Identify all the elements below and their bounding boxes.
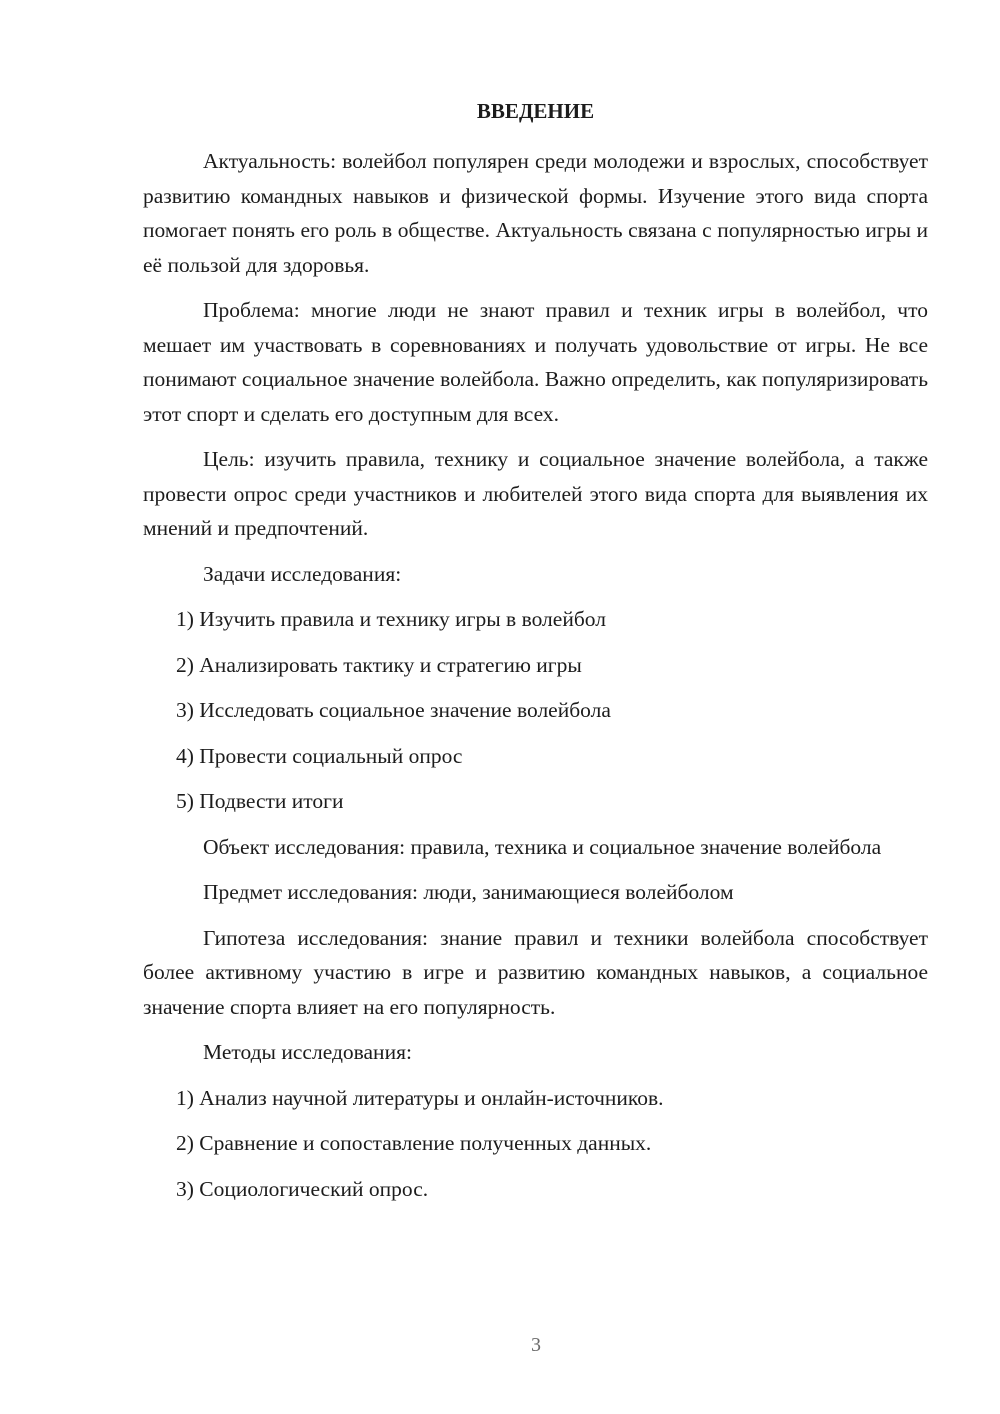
document-body	[143, 144, 928, 1217]
hypothesis-paragraph: Гипотеза исследования: знание правил и техники волейбола способствует более активному участию в игре и развитию командных навыков, а социальное значение спорта влияет на его популярность.	[143, 925, 928, 1019]
goal-paragraph: Цель: изучить правила, технику и социальное значение волейбола, а также провести опрос среди участников и любителей этого вида спорта для выявления их мнений и предпочтений.	[143, 447, 928, 540]
list-item: 1) Изучить правила и технику игры в волейбол	[176, 607, 606, 631]
list-item: 5) Подвести итоги	[176, 789, 344, 813]
tasks-heading: Задачи исследования:	[203, 561, 402, 586]
list-item: 4) Провести социальный опрос	[176, 743, 463, 768]
relevance-paragraph: Актуальность: волейбол популярен среди молодежи и взрослых, способствует развитию командных навыков и физической формы. Изучение этого вида спорта помогает понять его роль в обществе. Актуальность связана с популярностью игры и её пользой для здоровья.	[143, 149, 928, 277]
list-item: 3) Исследовать социальное значение волейбола	[176, 698, 611, 722]
problem-paragraph: Проблема: многие люди не знают правил и техник игры в волейбол, что мешает им участвовать в соревнованиях и получать удовольствие от игры. Не все понимают социальное значение волейбола. Важно определить, как популяризировать этот спорт и сделать его доступным для всех.	[143, 298, 928, 426]
methods-list	[143, 1081, 928, 1207]
list-item: 2) Сравнение и сопоставление полученных данных.	[176, 1131, 652, 1155]
methods-heading: Методы исследования:	[203, 1040, 412, 1064]
list-item: 2) Анализировать тактику и стратегию игры	[176, 652, 582, 677]
page-title: ВВЕДЕНИЕ	[476, 99, 595, 123]
list-item: 3) Социологический опрос.	[176, 1176, 429, 1201]
subject-paragraph: Предмет исследования: люди, занимающиеся волейболом	[203, 880, 734, 904]
object-paragraph: Объект исследования: правила, техника и социальное значение волейбола	[203, 834, 882, 859]
tasks-list	[143, 602, 928, 819]
list-item: 1) Анализ научной литературы и онлайн-источников.	[176, 1085, 664, 1110]
page-number: 3	[531, 1334, 541, 1356]
